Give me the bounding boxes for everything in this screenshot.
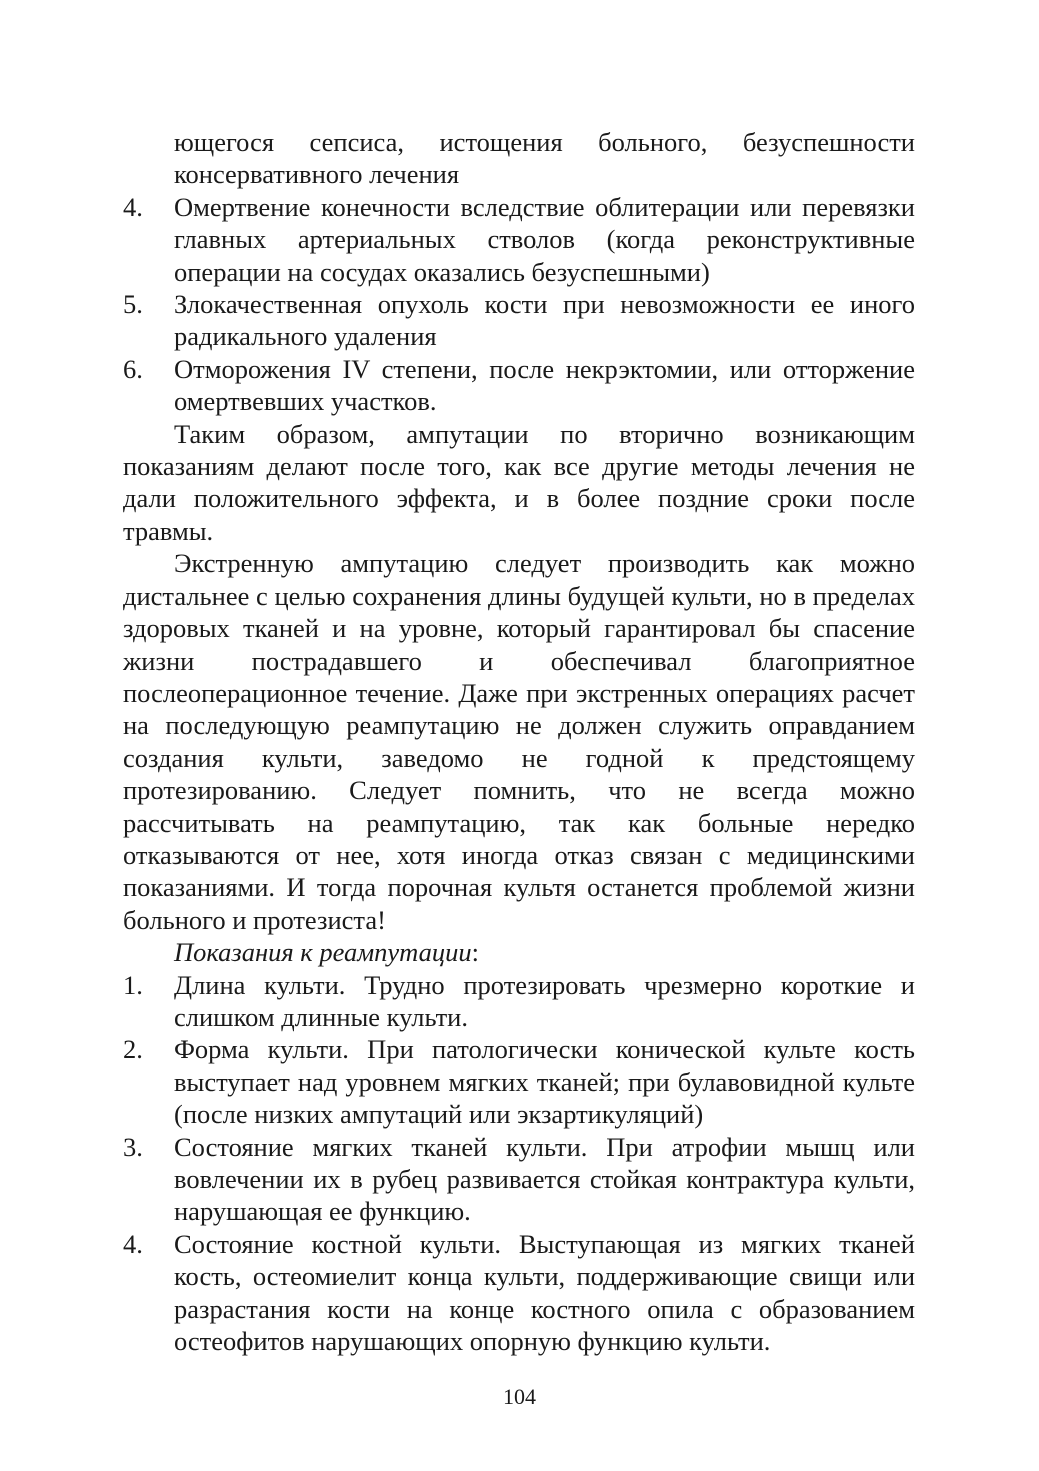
list-number: 2. [123,1034,143,1065]
continuation-text: ющегося сепсиса, истощения больного, безуспешности консервативного лечения [174,127,915,190]
indications-heading-text: Показания к реампутации [174,937,472,968]
list-number: 3. [123,1131,143,1162]
list-item-text: Состояние костной культи. Выступающая из мягких тканей кость, остеомиелит конца культи, поддерживающие свищи или разрастания кости на конце костного опила с образованием остеофитов нарушающих опорную функцию культи. [174,1228,915,1357]
list-number: 1. [123,969,143,1000]
list-b [123,969,915,1358]
list-item-text: Форма культи. При патологически конической культе кость выступает над уровнем мягких тканей; при булавовидной культе (после низких ампутаций или экзартикуляций) [174,1034,915,1130]
list-number: 6. [123,353,143,384]
indications-heading [123,936,915,968]
list-item [123,288,915,353]
paragraph: Экстренную ампутацию следует производить как можно дистальнее с целью сохранения длины будущей культи, но в пределах здоровых тканей и на уровне, который гарантировал бы спасение жизни пострадавшего и обеспечивал благоприятное послеоперационное течение. Даже при экстренных операциях расчет на последующую реампутацию не должен служить оправданием создания культи, заведомо не годной к предстоящему протезированию. Следует помнить, что не всегда можно рассчитывать на реампутацию, так как больные нередко отказываются от нее, хотя иногда отказ связан с медицинскими показаниями. И тогда порочная культя останется проблемой жизни больного и протезиста! [123,548,915,935]
list-item-text: Отморожения IV степени, после некрэктомии, или отторжение омертвевших участков. [174,353,915,417]
list-number: 4. [123,191,143,222]
list-item [123,969,915,1034]
list-item [123,191,915,288]
list-item [123,1131,915,1228]
list-item [123,1033,915,1130]
paragraph: Таким образом, ампутации по вторично возникающим показаниям делают после того, как все другие методы лечения не дали положительного эффекта, и в более поздние сроки после травмы. [123,418,915,546]
page-body [123,126,915,1357]
page-number: 104 [503,1384,536,1409]
list-number: 5. [123,289,143,320]
list-a [123,191,915,418]
list-item-text: Состояние мягких тканей культи. При атрофии мышц или вовлечении их в рубец развивается стойкая контрактура культи, нарушающая ее функцию. [174,1131,915,1227]
list-item-text: Длина культи. Трудно протезировать чрезмерно короткие и слишком длинные культи. [174,969,915,1032]
list-item [123,1228,915,1358]
list-number: 4. [123,1228,143,1259]
list-item-text: Злокачественная опухоль кости при невозможности ее иного радикального удаления [174,289,915,352]
indications-heading-colon: : [471,937,479,968]
list-item [123,353,915,418]
list-item-text: Омертвение конечности вследствие облитерации или перевязки главных артериальных стволов (когда реконструктивные операции на сосудах оказались безуспешными) [174,191,915,287]
